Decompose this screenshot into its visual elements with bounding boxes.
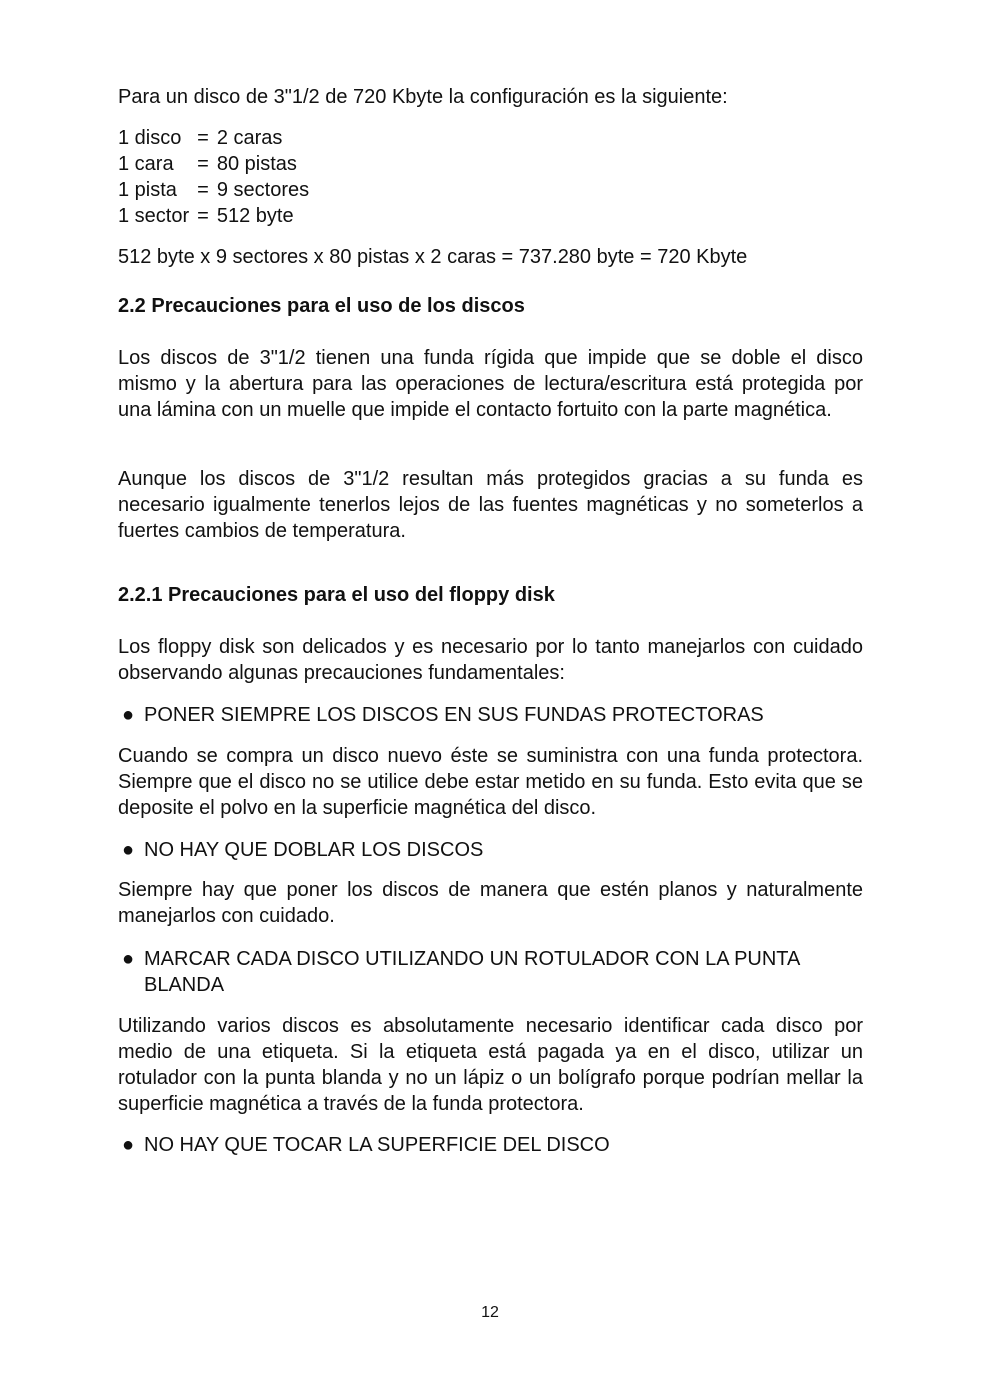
disk-configuration-table	[118, 125, 309, 229]
bullet-icon: ●	[121, 704, 135, 726]
bullet-item	[118, 1132, 863, 1158]
config-left: 1 cara	[118, 153, 174, 175]
config-equals: =	[197, 179, 209, 201]
config-equals: =	[197, 127, 209, 149]
bullet-icon: ●	[121, 839, 135, 861]
config-left: 1 pista	[118, 179, 177, 201]
config-right: 2 caras	[216, 127, 283, 149]
config-left: 1 sector	[118, 205, 190, 227]
config-row	[118, 177, 309, 203]
bullet-item	[118, 837, 863, 863]
bullet-text: PONER SIEMPRE LOS DISCOS EN SUS FUNDAS PROTECTORAS	[144, 704, 764, 726]
page-number: 12	[481, 1304, 499, 1321]
section-heading-2-2-1: 2.2.1 Precauciones para el uso del floppy disk	[118, 584, 555, 606]
section-heading-2-2: 2.2 Precauciones para el uso de los discos	[118, 295, 525, 317]
paragraph: Utilizando varios discos es absolutamente necesario identificar cada disco por medio de una etiqueta. Si la etiqueta está pagada ya en el disco, utilizar un rotulador con la punta blanda y no un lápiz o un bolígrafo porque podrían mellar la superficie magnética a través de la funda protectora.	[118, 1015, 863, 1115]
bullet-item	[118, 702, 863, 728]
paragraph: Cuando se compra un disco nuevo éste se suministra con una funda protectora. Siempre que el disco no se utilice debe estar metido en su funda. Esto evita que se deposite el polvo en la superficie magnética del disco.	[118, 745, 863, 819]
bullet-item	[118, 946, 863, 998]
paragraph: Siempre hay que poner los discos de manera que estén planos y naturalmente manejarlos con cuidado.	[118, 879, 863, 927]
config-right: 9 sectores	[216, 179, 310, 201]
bullet-text: MARCAR CADA DISCO UTILIZANDO UN ROTULADOR CON LA PUNTA BLANDA	[144, 948, 800, 996]
config-row	[118, 151, 309, 177]
capacity-calculation: 512 byte x 9 sectores x 80 pistas x 2 caras = 737.280 byte = 720 Kbyte	[118, 246, 748, 268]
paragraph: Los floppy disk son delicados y es necesario por lo tanto manejarlos con cuidado observando algunas precauciones fundamentales:	[118, 636, 863, 684]
intro-text: Para un disco de 3"1/2 de 720 Kbyte la configuración es la siguiente:	[118, 86, 728, 108]
bullet-icon: ●	[121, 1134, 135, 1156]
config-equals: =	[197, 153, 209, 175]
config-row	[118, 125, 309, 151]
config-row	[118, 203, 309, 229]
config-right: 512 byte	[216, 205, 294, 227]
config-right: 80 pistas	[216, 153, 297, 175]
bullet-icon: ●	[121, 948, 135, 970]
bullet-text: NO HAY QUE DOBLAR LOS DISCOS	[144, 839, 484, 861]
paragraph: Los discos de 3"1/2 tienen una funda rígida que impide que se doble el disco mismo y la abertura para las operaciones de lectura/escritura está protegida por una lámina con un muelle que impide el contacto fortuito con la parte magnética.	[118, 347, 863, 421]
config-left: 1 disco	[118, 127, 182, 149]
paragraph: Aunque los discos de 3"1/2 resultan más protegidos gracias a su funda es necesario igualmente tenerlos lejos de las fuentes magnéticas y no someterlos a fuertes cambios de temperatura.	[118, 468, 863, 542]
config-equals: =	[197, 205, 209, 227]
bullet-text: NO HAY QUE TOCAR LA SUPERFICIE DEL DISCO	[144, 1134, 610, 1156]
